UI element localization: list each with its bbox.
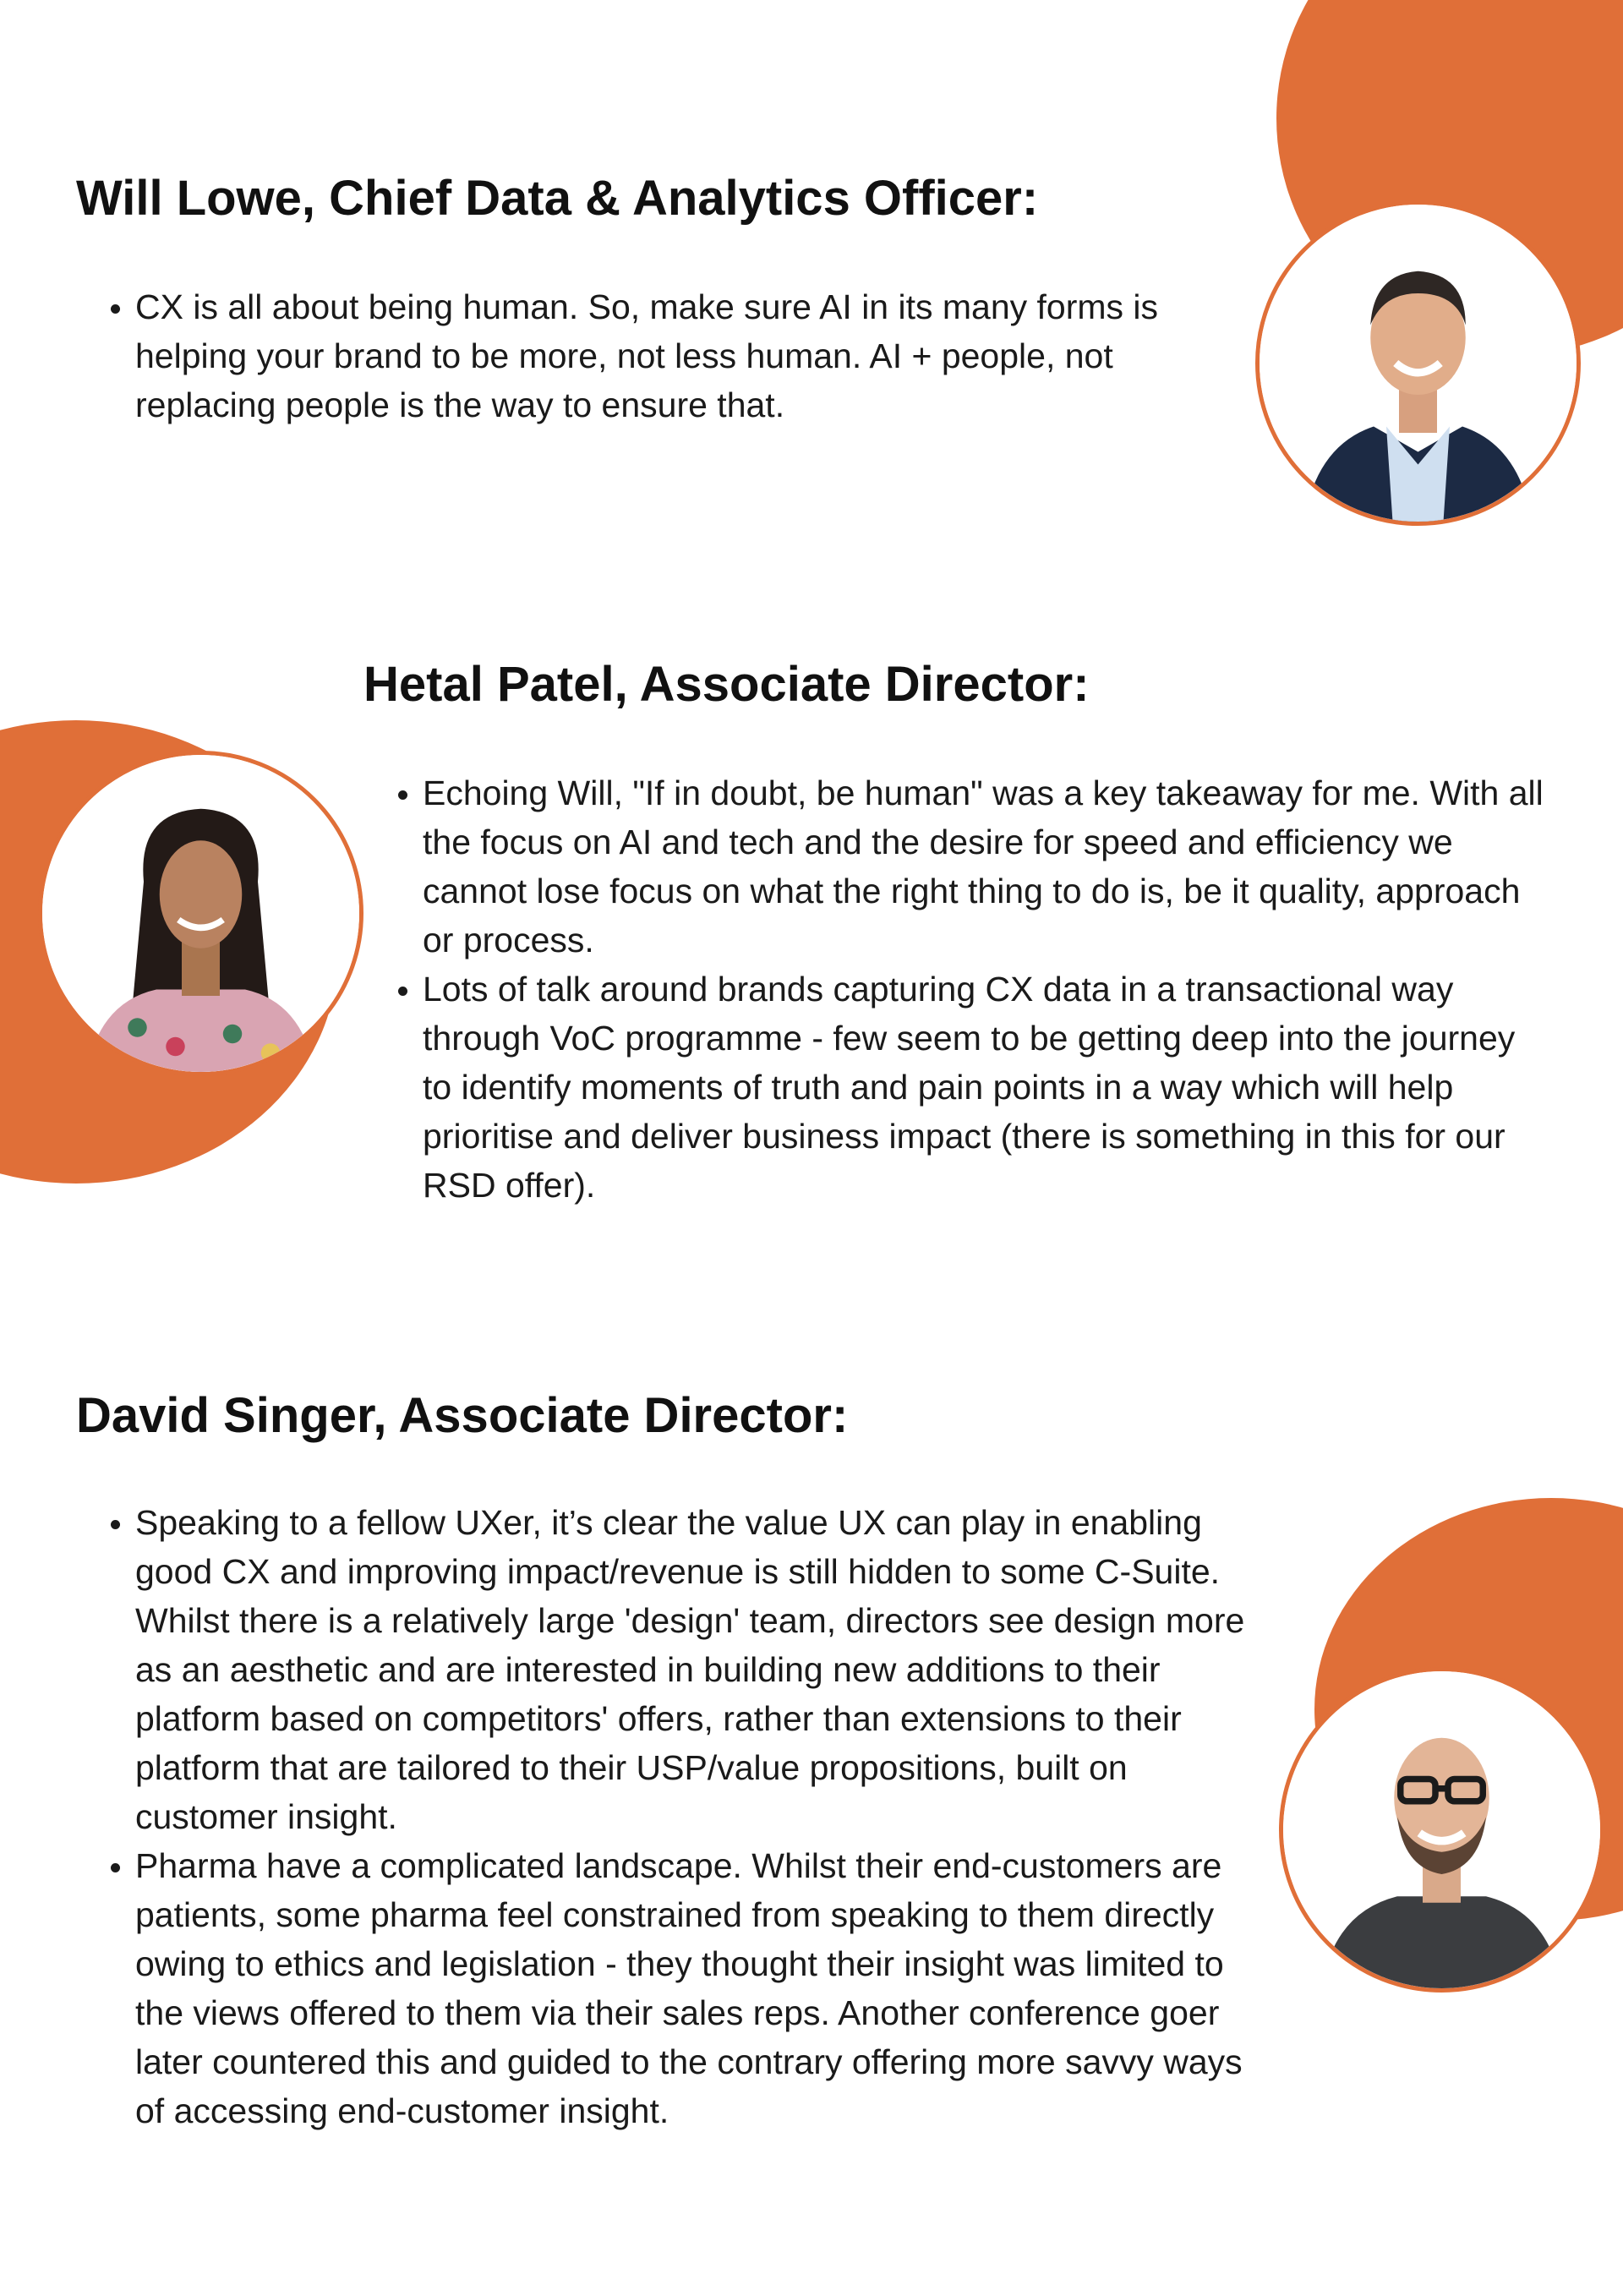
section-heading: Hetal Patel, Associate Director: [363,657,1090,712]
section-heading: David Singer, Associate Director: [76,1388,849,1443]
man-portrait-icon [1260,205,1577,522]
bullet-list [76,282,1243,429]
portrait-photo [38,751,363,1076]
list-item: • Pharma have a complicated landscape. Whilst their end-customers are patients, some pharma feel constrained from speaking to them directly owing to ethics and legislation - they thought their insight was limited to the views offered to them via their sales reps. Another conference goer later countered this and guided to the contrary offering more savvy ways of accessing end-customer insight. [135,1841,1260,2135]
portrait-photo [1255,200,1581,526]
list-item: • Speaking to a fellow UXer, it’s clear the value UX can play in enabling good CX and improving impact/revenue is still hidden to some C-Suite. Whilst there is a relatively large 'design' team, directors see design more as an aesthetic and are interested in building new additions to their platform based on competitors' offers, rather than extensions to their platform that are tailored to their USP/value propositions, built on customer insight. [135,1498,1260,1841]
bullet-list [76,1498,1260,2135]
list-item: • CX is all about being human. So, make sure AI in its many forms is helping your brand to be more, not less human. AI + people, not replacing people is the way to ensure that. [135,282,1243,429]
woman-portrait-icon [42,755,359,1072]
list-item: • Echoing Will, "If in doubt, be human" was a key takeaway for me. With all the focus on AI and tech and the desire for speed and efficiency we cannot lose focus on what the right thing to do is, be it quality, approach or process. [423,768,1547,965]
portrait-photo [1279,1667,1604,1993]
bullet-list [363,768,1547,1210]
list-item: • Lots of talk around brands capturing CX data in a transactional way through VoC programme - few seem to be getting deep into the journey to identify moments of truth and pain points in a way which will help prioritise and deliver business impact (there is something in this for our RSD offer). [423,965,1547,1210]
man-with-glasses-portrait-icon [1283,1671,1600,1988]
section-heading: Will Lowe, Chief Data & Analytics Officer: [76,171,1039,226]
